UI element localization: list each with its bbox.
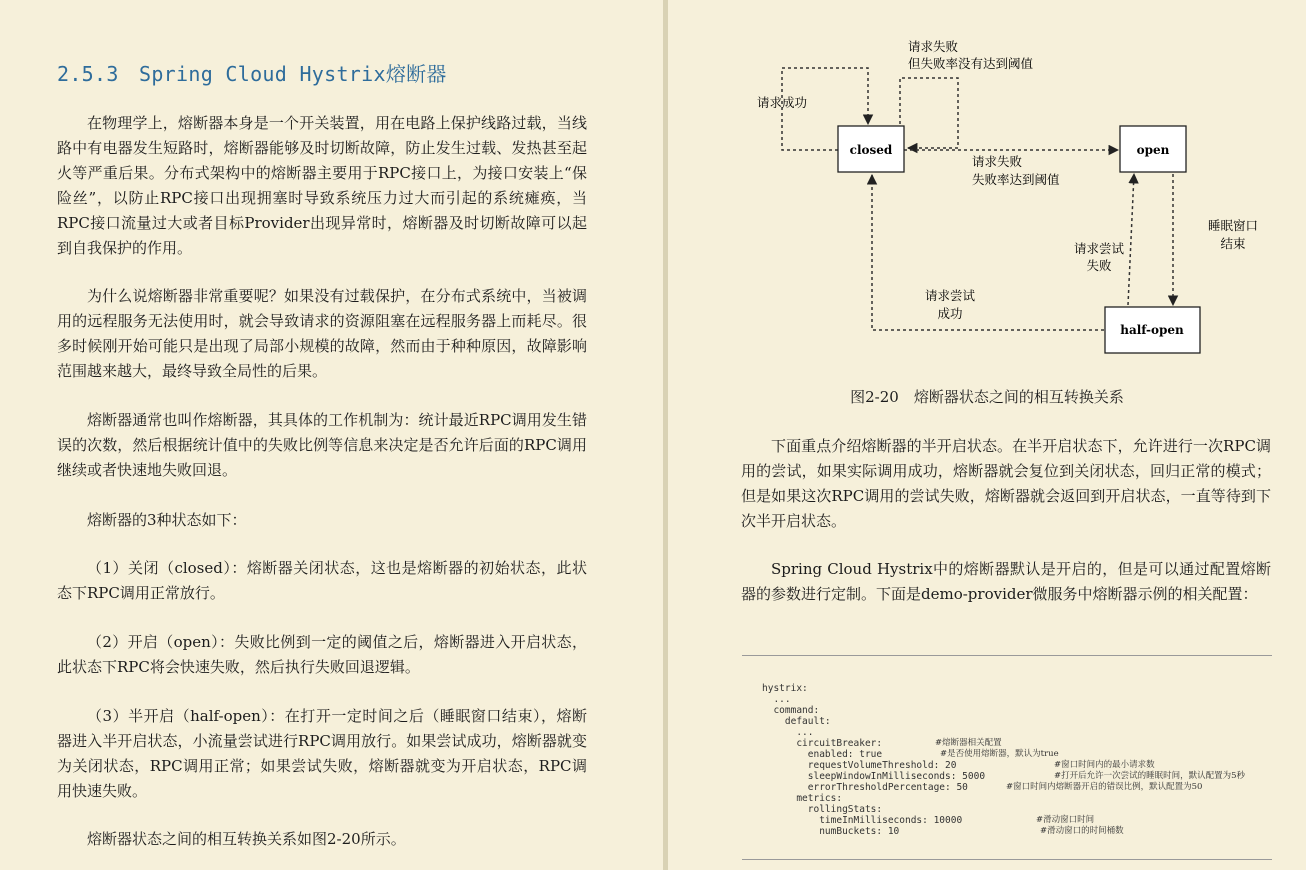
code-comment: #窗口时间内的最小请求数 — [1054, 760, 1155, 770]
paragraph-states-intro: 熔断器的3种状态如下： — [87, 511, 247, 529]
to-open-label-2: 失败率达到阈值 — [972, 172, 1060, 187]
code-comment: #滑动窗口时间 — [1036, 815, 1095, 825]
code-line: numBuckets: 10 — [762, 826, 900, 837]
fail-loop-label-2: 但失败率没有达到阈值 — [908, 56, 1034, 71]
config-code-block — [742, 655, 1272, 860]
success-loop-label: 请求成功 — [757, 95, 808, 110]
paragraph-figure-ref: 熔断器状态之间的相互转换关系如图2-20所示。 — [87, 830, 406, 848]
code-line: ... — [762, 694, 791, 705]
fail-loop-label-1: 请求失败 — [908, 39, 959, 54]
code-line: sleepWindowInMilliseconds: 5000 — [762, 771, 986, 782]
try-ok-label-1: 请求尝试 — [924, 288, 976, 303]
try-ok-label-2: 成功 — [937, 306, 963, 321]
closed-state-label: closed — [849, 143, 893, 157]
code-comment: #窗口时间内熔断器开启的错误比例，默认配置为50 — [1006, 782, 1203, 792]
paragraph-intro: 在物理学上，熔断器本身是一个开关装置，用在电路上保护线路过载，当线路中有电器发生短路时，熔断器能够及时切断故障，防止发生过载、发热甚至起火等严重后果。分布式架构中的熔断器主要用于RPC接口上，为接口安装上“保险丝”，以防止RPC接口出现拥塞时导致系统压力过大而引起的系统瘫痪，当RPC接口流量过大或者目标Provider出现异常时，熔断器及时切断故障可以起到自我保护的作用。 — [57, 114, 587, 257]
section-heading: 2.5.3 Spring Cloud Hystrix熔断器 — [57, 62, 447, 86]
code-line: errorThresholdPercentage: 50 — [762, 782, 968, 793]
half-open-state-label: half-open — [1120, 323, 1184, 337]
half-open-to-open-arrow — [1128, 174, 1134, 305]
code-line: circuitBreaker: — [762, 738, 883, 749]
code-comment: #打开后允许一次尝试的睡眠时间，默认配置为5秒 — [1054, 771, 1246, 781]
code-comment: #是否使用熔断器，默认为true — [940, 749, 1059, 759]
code-line: default: — [762, 716, 831, 727]
code-line: timeInMilliseconds: 10000 — [762, 815, 963, 826]
sleep-window-label-1: 睡眠窗口 — [1207, 218, 1259, 233]
paragraph-state-open: （2）开启（open）：失败比例到一定的阈值之后，熔断器进入开启状态，此状态下RPC将会快速失败，然后执行失败回退逻辑。 — [57, 633, 587, 676]
state-transition-diagram — [668, 0, 1306, 380]
half-open-to-closed-arrow — [872, 175, 1104, 330]
code-line: requestVolumeThreshold: 20 — [762, 760, 957, 771]
figure-caption: 图2-20 熔断器状态之间的相互转换关系 — [850, 388, 1124, 406]
try-fail-label-2: 失败 — [1086, 258, 1112, 273]
open-state-label: open — [1136, 143, 1170, 157]
to-open-label-1: 请求失败 — [972, 154, 1023, 169]
code-line: ... — [762, 727, 814, 738]
right-page — [668, 0, 1306, 870]
code-line: metrics: — [762, 793, 843, 804]
code-line: rollingStats: — [762, 804, 883, 815]
code-comment: #滑动窗口的时间桶数 — [1040, 826, 1124, 836]
code-line: enabled: true — [762, 749, 883, 760]
try-fail-label-1: 请求尝试 — [1073, 241, 1125, 256]
paragraph-mechanism: 熔断器通常也叫作熔断器，其具体的工作机制为：统计最近RPC调用发生错误的次数，然后根据统计值中的失败比例等信息来决定是否允许后面的RPC调用继续或者快速地失败回退。 — [57, 411, 587, 479]
code-comment: #熔断器相关配置 — [935, 738, 1002, 748]
paragraph-state-half-open: （3）半开启（half-open）：在打开一定时间之后（睡眠窗口结束），熔断器进入半开启状态，小流量尝试进行RPC调用放行。如果尝试成功，熔断器就变为关闭状态，RPC调用正常；如果尝试失败，熔断器就变为开启状态，RPC调用快速失败。 — [57, 707, 587, 800]
code-line: hystrix: — [762, 683, 808, 694]
code-line: command: — [762, 705, 820, 716]
paragraph-importance: 为什么说熔断器非常重要呢？如果没有过载保护，在分布式系统中，当被调用的远程服务无法使用时，就会导致请求的资源阻塞在远程服务器上而耗尽。很多时候刚开始可能只是出现了局部小规模的故障，然而由于种种原因，故障影响范围越来越大，最终导致全局性的后果。 — [57, 287, 587, 380]
sleep-window-label-2: 结束 — [1220, 236, 1246, 251]
paragraph-half-open-detail: 下面重点介绍熔断器的半开启状态。在半开启状态下，允许进行一次RPC调用的尝试，如果实际调用成功，熔断器就会复位到关闭状态，回归正常的模式；但是如果这次RPC调用的尝试失败，熔断器就会返回到开启状态，一直等待到下次半开启状态。 — [741, 437, 1271, 530]
paragraph-config-intro: Spring Cloud Hystrix中的熔断器默认是开启的，但是可以通过配置熔断器的参数进行定制。下面是demo-provider微服务中熔断器示例的相关配置： — [741, 560, 1271, 603]
fail-below-threshold-arrow — [900, 78, 958, 148]
paragraph-state-closed: （1）关闭（closed）：熔断器关闭状态，这也是熔断器的初始状态，此状态下RPC调用正常放行。 — [57, 559, 587, 602]
